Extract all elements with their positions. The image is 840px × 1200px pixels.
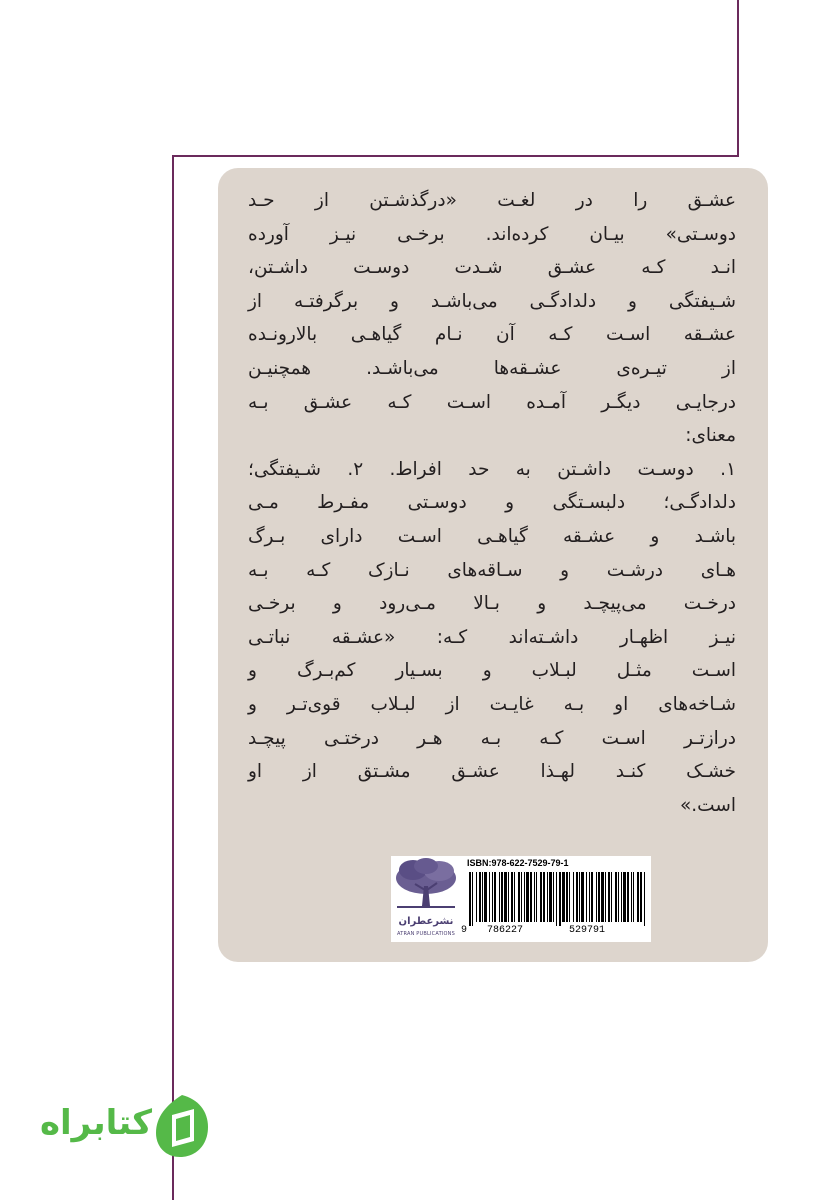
body-line: از تیـره‌ی عشـقه‌ها می‌باشـد. همچنیـن	[248, 357, 736, 379]
barcode-bar	[553, 872, 554, 922]
barcode-bar	[618, 872, 619, 922]
barcode-bar	[633, 872, 634, 922]
barcode-bar	[526, 872, 529, 922]
barcode-digits-right: 529791	[569, 925, 606, 936]
barcode-bar	[547, 872, 548, 922]
body-line: هـای درشـت و سـاقه‌های نـازک کـه بـه	[248, 559, 736, 581]
barcode-bar	[556, 872, 557, 926]
barcode-bar	[514, 872, 515, 922]
barcode-bar	[611, 872, 612, 922]
barcode-bar	[598, 872, 600, 922]
barcode-bar	[621, 872, 622, 922]
body-line: عشـق را در لغـت «درگذشـتن از حـد	[248, 190, 736, 211]
barcode-bar	[540, 872, 542, 922]
body-line: درجایـی دیگـر آمـده اسـت کـه عشـق بـه	[248, 391, 736, 413]
frame-line-horizontal	[172, 155, 739, 157]
barcode-bar	[615, 872, 617, 922]
barcode-bar	[569, 872, 570, 922]
barcode-bar	[543, 872, 545, 922]
barcode-bar	[499, 872, 500, 922]
barcode-bar	[530, 872, 532, 922]
body-line: شـاخه‌های او بـه غایـت از لبـلاب قوی‌تـر و	[248, 693, 736, 715]
body-line: ۱. دوسـت داشـتن به حد افراط. ۲. شـیفتگی؛	[248, 458, 736, 480]
barcode-bar	[489, 872, 490, 922]
barcode-bar	[484, 872, 487, 922]
barcode-bar	[472, 872, 473, 926]
body-line: اسـت مثـل لبـلاب و بسـیار کم‌بـرگ و	[248, 660, 736, 682]
barcode-bar	[536, 872, 537, 922]
body-line: انـد کـه عشـق شـدت دوسـت داشـتن،	[248, 257, 736, 279]
barcode-bar	[492, 872, 493, 922]
body-line: باشـد و عشـقه گیاهـی اسـت دارای بـرگ	[248, 525, 736, 547]
body-line: شـیفتگی و دلدادگـی می‌باشـد و برگرفتـه از	[248, 290, 736, 312]
back-cover-body-text	[248, 184, 736, 822]
frame-line-top	[737, 0, 739, 156]
barcode-bar	[518, 872, 520, 922]
barcode-bar	[576, 872, 578, 922]
body-line: نیـز اظهـار داشـته‌اند کـه: «عشـقه نباتـی	[248, 626, 736, 648]
barcode-bar	[521, 872, 522, 922]
barcode-bar	[640, 872, 642, 922]
barcode-bar	[627, 872, 629, 922]
isbn-label: ISBN:978-622-7529-79-1	[467, 858, 569, 868]
barcode-bar	[494, 872, 496, 922]
barcode-bar	[476, 872, 477, 922]
tree-icon	[391, 856, 461, 916]
publisher-subtitle: ATRAN PUBLICATIONS	[397, 931, 455, 937]
barcode	[461, 856, 651, 942]
barcode-bar	[482, 872, 483, 922]
barcode-bar	[644, 872, 645, 926]
barcode-bar	[637, 872, 639, 922]
isbn-publisher-box	[391, 856, 651, 942]
barcode-bars	[469, 872, 647, 926]
body-line: درازتـر اسـت کـه بـه هـر درختـی پیچـد	[248, 727, 736, 749]
barcode-bar	[623, 872, 626, 922]
barcode-bar	[605, 872, 606, 922]
barcode-bar	[508, 872, 509, 922]
body-line: است.»	[679, 794, 736, 816]
barcode-bar	[579, 872, 580, 922]
body-line: دوسـتی» بیـان کرده‌اند. برخـی نیـز آورده	[248, 223, 736, 245]
barcode-bar	[631, 872, 632, 922]
barcode-bar	[591, 872, 593, 922]
barcode-bar	[559, 872, 561, 926]
body-line: عشـقه اسـت کـه آن نـام گیاهـی بالارونـده	[248, 324, 736, 346]
barcode-bar	[534, 872, 535, 922]
book-leaf-icon	[154, 1093, 210, 1159]
barcode-bar	[504, 872, 507, 922]
barcode-bar	[479, 872, 481, 922]
barcode-bar	[573, 872, 574, 922]
barcode-bar	[589, 872, 590, 922]
barcode-bar	[469, 872, 471, 926]
barcode-bar	[596, 872, 597, 922]
barcode-bar	[524, 872, 525, 922]
barcode-bar	[549, 872, 552, 922]
frame-line-left	[172, 155, 174, 1200]
barcode-bar	[511, 872, 513, 922]
barcode-digits-left: 786227	[487, 925, 524, 936]
body-line: دلدادگـی؛ دلبسـتگی و دوسـتی مفـرط مـی	[248, 492, 736, 514]
barcode-bar	[581, 872, 584, 922]
brand-name: کتابراه	[39, 1103, 152, 1143]
barcode-bar	[608, 872, 610, 922]
barcode-bar	[601, 872, 604, 922]
barcode-digit-first: 9	[461, 925, 468, 936]
barcode-bar	[566, 872, 568, 922]
body-line: درخـت می‌پیچـد و بـالا مـی‌رود و برخـی	[248, 593, 736, 615]
barcode-bar	[501, 872, 503, 922]
ketabrah-logo	[39, 1093, 212, 1163]
body-line: خشـک کنـد لهـذا عشـق مشـتق از او	[248, 761, 736, 783]
barcode-bar	[586, 872, 587, 922]
back-cover-text-panel	[218, 168, 768, 962]
publisher-name: نشرعطران	[398, 916, 454, 927]
body-line: معنای:	[685, 425, 736, 447]
barcode-bar	[562, 872, 565, 922]
publisher-logo	[391, 856, 461, 942]
